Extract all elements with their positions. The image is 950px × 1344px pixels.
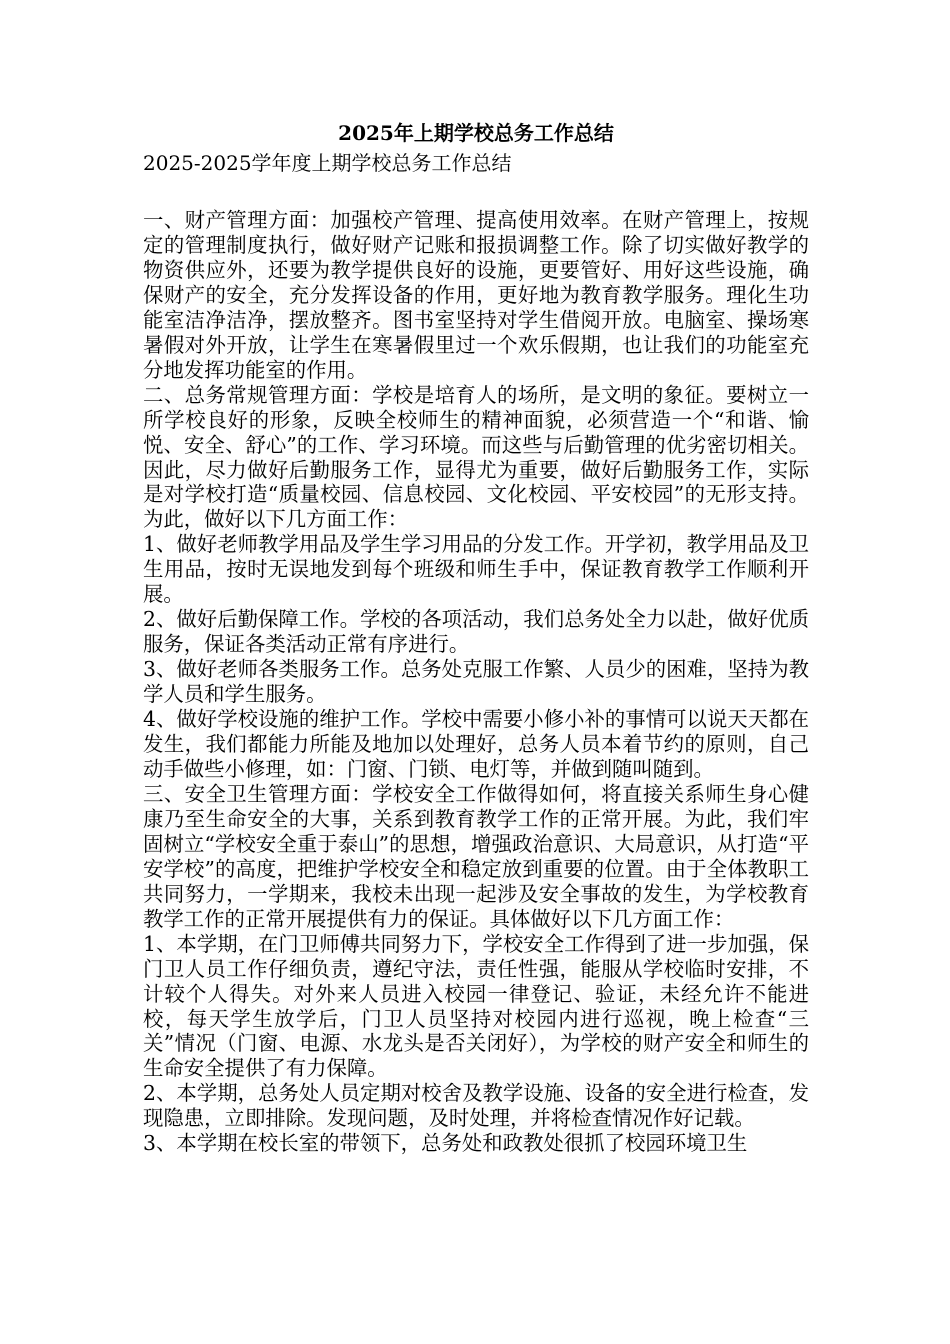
body-paragraph: 三、安全卫生管理方面：学校安全工作做得如何，将直接关系师生身心健康乃至生命安全的大事，关系到教育教学工作的正常开展。为此，我们牢固树立“学校安全重于泰山”的思想，增强政治意识、大局意识，从打造“平安学校”的高度，把维护学校安全和稳定放到重要的位置。由于全体教职工共同努力，一学期来，我校未出现一起涉及安全事故的发生，为学校教育教学工作的正常开展提供有力的保证。具体做好以下几方面工作： [143,781,809,931]
body-paragraph: 2、本学期，总务处人员定期对校舍及教学设施、设备的安全进行检查，发现隐患，立即排除。发现问题，及时处理，并将检查情况作好记载。 [143,1081,809,1131]
body-paragraph: 3、做好老师各类服务工作。总务处克服工作繁、人员少的困难，坚持为教学人员和学生服务。 [143,657,809,707]
document-subtitle: 2025-2025学年度上期学校总务工作总结 [143,151,512,175]
body-paragraph: 二、总务常规管理方面：学校是培育人的场所，是文明的象征。要树立一所学校良好的形象，反映全校师生的精神面貌，必须营造一个“和谐、愉悦、安全、舒心”的工作、学习环境。而这些与后勤管理的优劣密切相关。因此，尽力做好后勤服务工作，显得尤为重要，做好后勤服务工作，实际是对学校打造“质量校园、信息校园、文化校园、平安校园”的无形支持。为此，做好以下几方面工作： [143,382,809,532]
body-paragraph: 1、做好老师教学用品及学生学习用品的分发工作。开学初，教学用品及卫生用品，按时无误地发到每个班级和师生手中，保证教育教学工作顺利开展。 [143,532,809,607]
document-body [143,208,809,1156]
blank-line [143,178,809,208]
document-page [143,118,809,1156]
document-title: 2025年上期学校总务工作总结 [338,121,614,145]
body-paragraph: 一、财产管理方面：加强校产管理、提高使用效率。在财产管理上，按规定的管理制度执行，做好财产记账和报损调整工作。除了切实做好教学的物资供应外，还要为教学提供良好的设施，更要管好、用好这些设施，确保财产的安全，充分发挥设备的作用，更好地为教育教学服务。理化生功能室洁净洁净，摆放整齐。图书室坚持对学生借阅开放。电脑室、操场寒暑假对外开放，让学生在寒暑假里过一个欢乐假期，也让我们的功能室充分地发挥功能室的作用。 [143,208,809,382]
body-paragraph: 1、本学期，在门卫师傅共同努力下，学校安全工作得到了进一步加强，保门卫人员工作仔细负责，遵纪守法，责任性强，能服从学校临时安排，不计较个人得失。对外来人员进入校园一律登记、验证，未经允许不能进校，每天学生放学后，门卫人员坚持对校园内进行巡视，晚上检查“三关”情况（门窗、电源、水龙头是否关闭好），为学校的财产安全和师生的生命安全提供了有力保障。 [143,931,809,1081]
body-paragraph: 4、做好学校设施的维护工作。学校中需要小修小补的事情可以说天天都在发生，我们都能力所能及地加以处理好，总务人员本着节约的原则，自己动手做些小修理，如：门窗、门锁、电灯等，并做到随叫随到。 [143,707,809,781]
body-paragraph: 3、本学期在校长室的带领下，总务处和政教处很抓了校园环境卫生 [143,1131,748,1156]
body-paragraph: 2、做好后勤保障工作。学校的各项活动，我们总务处全力以赴，做好优质服务，保证各类活动正常有序进行。 [143,607,809,657]
